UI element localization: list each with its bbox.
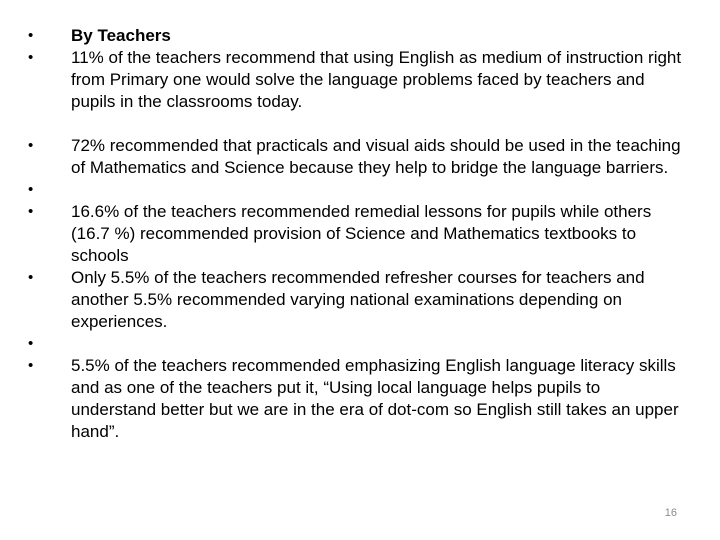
bullet-text: 5.5% of the teachers recommended emphasizing English language literacy skills and as one of the teachers put it, “Using local language helps pupils to understand better but we are in the era of dot-com so English still takes an upper hand”.: [71, 356, 679, 441]
bullet-marker: •: [28, 335, 34, 352]
bullet-item-empty: [28, 179, 688, 201]
bullet-marker: •: [28, 49, 34, 66]
bullet-text: Only 5.5% of the teachers recommended refresher courses for teachers and another 5.5% recommended varying national examinations depending on experiences.: [71, 268, 645, 331]
bullet-text: 16.6% of the teachers recommended remedial lessons for pupils while others (16.7 %) recommended provision of Science and Mathematics textbooks to schools: [71, 202, 652, 265]
bullet-marker: •: [28, 27, 34, 44]
bullet-item: [28, 355, 688, 443]
bullet-item-empty: [28, 333, 688, 355]
bullet-marker: •: [28, 203, 34, 220]
bullet-text: By Teachers: [71, 26, 171, 45]
bullet-item: [28, 135, 688, 179]
bullet-marker: •: [28, 181, 34, 198]
bullet-item: [28, 47, 688, 113]
bullet-marker: •: [28, 269, 34, 286]
bullet-text: 72% recommended that practicals and visual aids should be used in the teaching of Mathematics and Science because they help to bridge the language barriers.: [71, 136, 681, 177]
bullet-item-heading: [28, 25, 688, 47]
bullet-item: [28, 201, 688, 267]
bullet-item: [28, 267, 688, 333]
bullet-marker: •: [28, 137, 34, 154]
bullet-text: 11% of the teachers recommend that using English as medium of instruction right from Primary one would solve the language problems faced by teachers and pupils in the classrooms today.: [71, 48, 682, 111]
bullet-list: [28, 25, 688, 443]
page-number: 16: [664, 507, 677, 519]
bullet-marker: •: [28, 357, 34, 374]
